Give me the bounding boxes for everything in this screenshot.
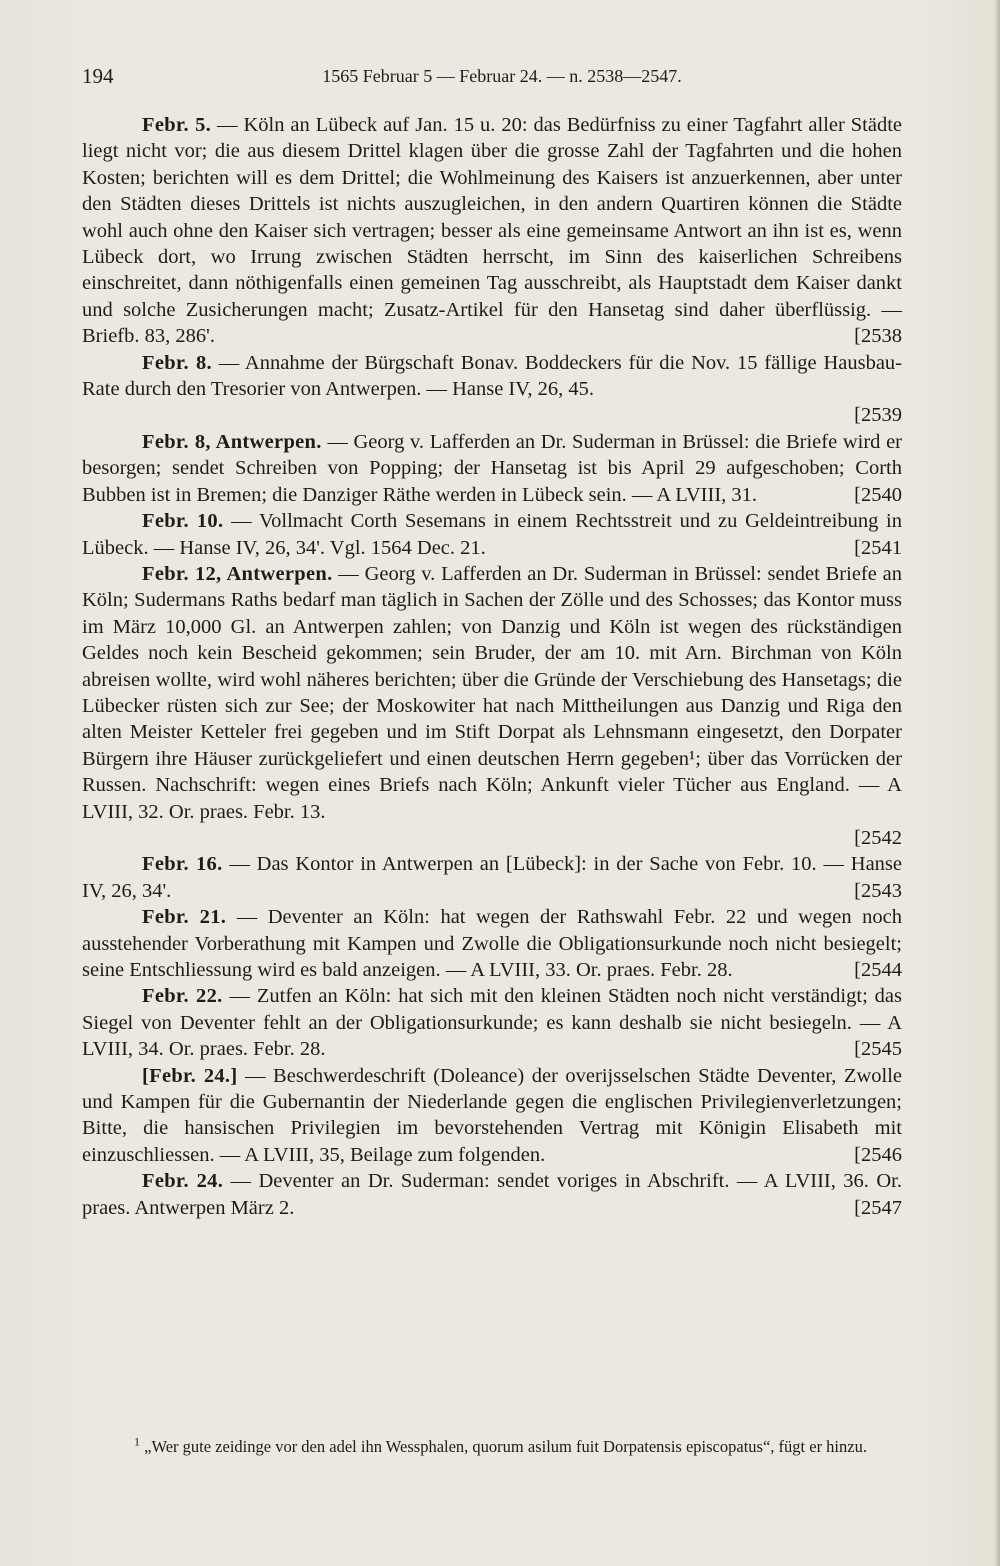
entry-number: [2539 [854, 404, 902, 427]
entry-2543 [82, 851, 902, 904]
footnote-marker: 1 [134, 1434, 140, 1449]
entry-number: [2542 [854, 826, 902, 849]
entry-date: Febr. 21. [142, 906, 227, 929]
entry-number: [2545 [854, 1038, 902, 1061]
entry-date: Febr. 16. [142, 853, 223, 876]
entry-date: Febr. 22. [142, 985, 223, 1008]
entry-2538 [82, 112, 902, 350]
entry-2539 [82, 350, 902, 429]
entry-date: Febr. 24. [142, 1170, 224, 1193]
entry-text: — Das Kontor in Antwerpen an [Lübeck]: in der Sache von Febr. 10. — Hanse IV, 26, 34'. [82, 853, 902, 902]
entry-2540 [82, 429, 902, 508]
entry-number: [2546 [854, 1143, 902, 1166]
entry-number: [2547 [854, 1196, 902, 1219]
entry-text: — Deventer an Dr. Suderman: sendet voriges in Abschrift. — A LVIII, 36. Or. praes. Antwerpen März 2. [82, 1170, 902, 1219]
entry-2545 [82, 983, 902, 1062]
page-edge-shadow [994, 0, 1000, 1566]
register-entries [82, 112, 902, 1221]
entry-2546 [82, 1063, 902, 1169]
entry-number: [2538 [854, 325, 902, 348]
entry-date: [Febr. 24.] [142, 1064, 238, 1087]
entry-text: — Deventer an Köln: hat wegen der Rathswahl Febr. 22 und wegen noch ausstehender Vorberathung mit Kampen und Zwolle die Obligationsurkunde noch nicht besiegelt; seine Entschliessung wird es bald anzeigen. — A LVIII, 33. Or. praes. Febr. 28. [82, 906, 902, 981]
entry-text: — Georg v. Lafferden an Dr. Suderman in Brüssel: sendet Briefe an Köln; Sudermans Raths bedarf man täglich in Sachen der Zölle und des Schosses; das Kontor muss im März 10,000 Gl. an Antwerpen zahlen; von Danzig und Köln ist wegen des rückständigen Geldes noch kein Bescheid gekommen; sein Bruder, der am 10. mit Arn. Birchman von Köln abreisen wollte, wird wohl näheres berichten; über die Gründe der Verschiebung des Hansetags; die Lübecker rüsten sich zur See; der Moskowiter hat nach Mittheilungen aus Danzig und Riga den alten Meister Ketteler frei gegeben und im Stift Dorpat als Lehnsmann eingesetzt, den Dorpater Bürgern ihre Häuser zurückgeliefert und einen deutschen Herrn gegeben¹; über das Vorrücken der Russen. Nachschrift: wegen eines Briefs nach Köln; Ankunft vieler Tücher aus England. — A LVIII, 32. Or. praes. Febr. 13. [82, 562, 902, 823]
entry-text: — Beschwerdeschrift (Doleance) der overijsselschen Städte Deventer, Zwolle und Kampen für die Gubernantin der Niederlande gegen die englischen Privilegienverletzungen; Bitte, die hansischen Privilegien im bevorstehenden Vertrag mit Königin Elisabeth mit einzuschliessen. — A LVIII, 35, Beilage zum folgenden. [82, 1064, 902, 1166]
entry-number: [2540 [854, 483, 902, 506]
entry-2541 [82, 508, 902, 561]
running-title: 1565 Februar 5 — Februar 24. — n. 2538—2547. [322, 66, 682, 86]
entry-text: — Vollmacht Corth Sesemans in einem Rechtsstreit und zu Geldeintreibung in Lübeck. — Hanse IV, 26, 34'. Vgl. 1564 Dec. 21. [82, 510, 902, 559]
entry-2542 [82, 561, 902, 851]
entry-text: — Zutfen an Köln: hat sich mit den kleinen Städten noch nicht verständigt; das Siegel von Deventer fehlt an der Obligationsurkunde; es kann deshalb sie nicht besiegeln. — A LVIII, 34. Or. praes. Febr. 28. [82, 985, 902, 1061]
footnote-text: „Wer gute zeidinge vor den adel ihn Wessphalen, quorum asilum fuit Dorpatensis episcopatus“, fügt er hinzu. [140, 1437, 867, 1456]
entry-text: — Georg v. Lafferden an Dr. Suderman in Brüssel: die Briefe wird er besorgen; sendet Schreiben von Popping; der Hansetag ist bis April 29 aufgeschoben; Corth Bubben ist in Bremen; die Danziger Räthe werden in Lübeck sein. — A LVIII, 31. [82, 430, 902, 506]
entry-date: Febr. 8. [142, 351, 212, 374]
page-number: 194 [82, 64, 114, 88]
page-header [82, 64, 902, 94]
entry-number: [2544 [854, 959, 902, 981]
entry-2544 [82, 904, 902, 983]
entry-text: — Annahme der Bürgschaft Bonav. Boddeckers für die Nov. 15 fällige Hausbau-Rate durch den Tresorier von Antwerpen. — Hanse IV, 26, 45. [82, 351, 903, 401]
entry-number: [2541 [854, 536, 902, 559]
entry-date: Febr. 12, Antwerpen. [142, 562, 333, 585]
entry-number: [2543 [854, 879, 902, 902]
entry-2547 [82, 1168, 902, 1221]
entry-date: Febr. 5. [142, 114, 212, 136]
footnote [82, 1436, 902, 1458]
entry-date: Febr. 10. [142, 510, 224, 533]
entry-date: Febr. 8, Antwerpen. [142, 430, 322, 453]
entry-text: — Köln an Lübeck auf Jan. 15 u. 20: das Bedürfniss zu einer Tagfahrt aller Städte liegt nicht vor; die aus diesem Drittel klagen über die grosse Zahl der Tagfahrten und die hohen Kosten; berichten will es dem Drittel; die Wohlmeinung des Kaisers ist anzuerkennen, aber unter den Städten dieses Drittels ist nichts auszugleichen, in den andern Quartiren können die Städte wohl auch ohne den Kaiser sich vertragen; besser als eine gemeinsame Antwort an ihn ist es, wenn Lübeck dort, wo Irrung zwischen Städten herrscht, im Sinn des kaiserlichen Schreibens einschreitet, dann nöthigenfalls einen gemeinen Tag ausschreibt, als Hauptstadt dem Kaiser dankt und solche Zusicherungen macht; Zusatz-Artikel für den Hansetag sind daher überflüssig. — Briefb. 83, 286'. [82, 114, 902, 348]
